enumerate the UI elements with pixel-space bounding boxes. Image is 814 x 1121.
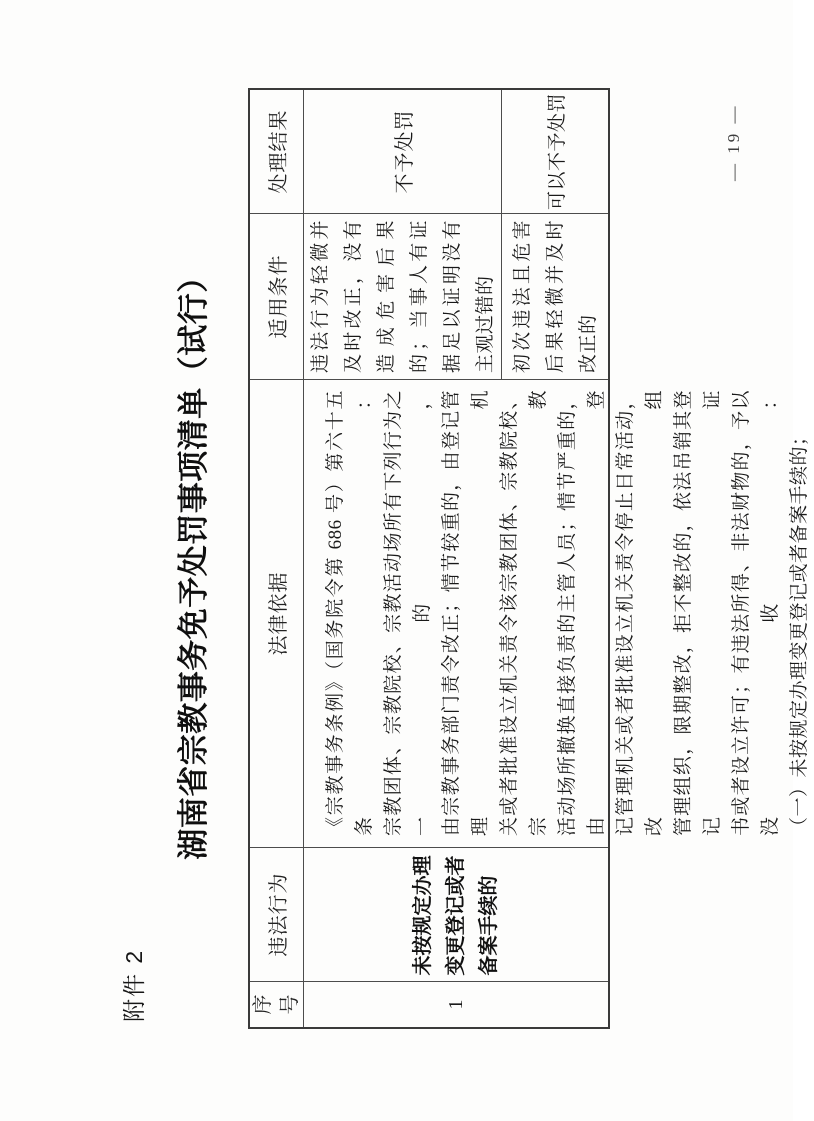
illegal-behavior-text: 未按规定办理变更登记或者备案手续的 [411, 855, 500, 976]
cell-index [304, 981, 608, 1027]
page-number: — 19 — [724, 103, 743, 181]
legal-basis-line: 关或者批准设立机关责令该宗教团体、宗教院校、宗教 [499, 390, 549, 836]
header-index [250, 981, 304, 1027]
attachment-label: 附件 2 [121, 948, 147, 1022]
cell-condition-1 [304, 213, 502, 379]
result-text-2: 可以不予处罚 [546, 93, 568, 211]
cell-behavior [304, 847, 608, 981]
cell-legal-basis [304, 379, 810, 847]
header-legal-basis: 法律依据 [250, 379, 304, 847]
condition-text-2: 初次违法且危害后果轻微并及时改正的 [511, 220, 599, 373]
header-behavior: 违法行为 [250, 847, 304, 981]
header-index-label: 序号 [251, 994, 301, 1015]
legal-basis-line: 活动场所撤换直接负责的主管人员；情节严重的，由登 [557, 390, 607, 836]
header-conditions: 适用条件 [250, 213, 304, 379]
result-text-1: 不予处罚 [394, 109, 416, 194]
legal-basis-line: 书或者设立许可；有违法所得、非法财物的，予以没收： [731, 390, 781, 836]
cell-condition-2 [502, 213, 608, 379]
legal-basis-line: 《宗教事务条例》（国务院令第 686 号）第六十五条： [325, 390, 375, 836]
row-number: 1 [444, 999, 467, 1010]
header-result: 处理结果 [250, 90, 304, 213]
document-title: 湖南省宗教事务免予处罚事项清单（试行） [176, 261, 211, 860]
legal-basis-line: （一）未按规定办理变更登记或者备案手续的； [789, 426, 810, 836]
legal-basis-text [321, 390, 814, 836]
cell-result-2 [502, 90, 608, 213]
cell-result-1 [304, 90, 502, 213]
legal-basis-line: 管理组织，限期整改，拒不整改的，依法吊销其登记证 [673, 390, 723, 836]
legal-basis-line: 宗教团体、宗教院校、宗教活动场所有下列行为之一的， [383, 390, 433, 836]
condition-text-1: 违法行为轻微并及时改正，没有造成危害后果的；当事人有证据足以证明没有主观过错的 [309, 220, 496, 373]
legal-basis-line: 记管理机关或者批准设立机关责令停止日常活动，改组 [615, 390, 665, 836]
legal-basis-line: 由宗教事务部门责令改正；情节较重的，由登记管理机 [441, 390, 491, 836]
